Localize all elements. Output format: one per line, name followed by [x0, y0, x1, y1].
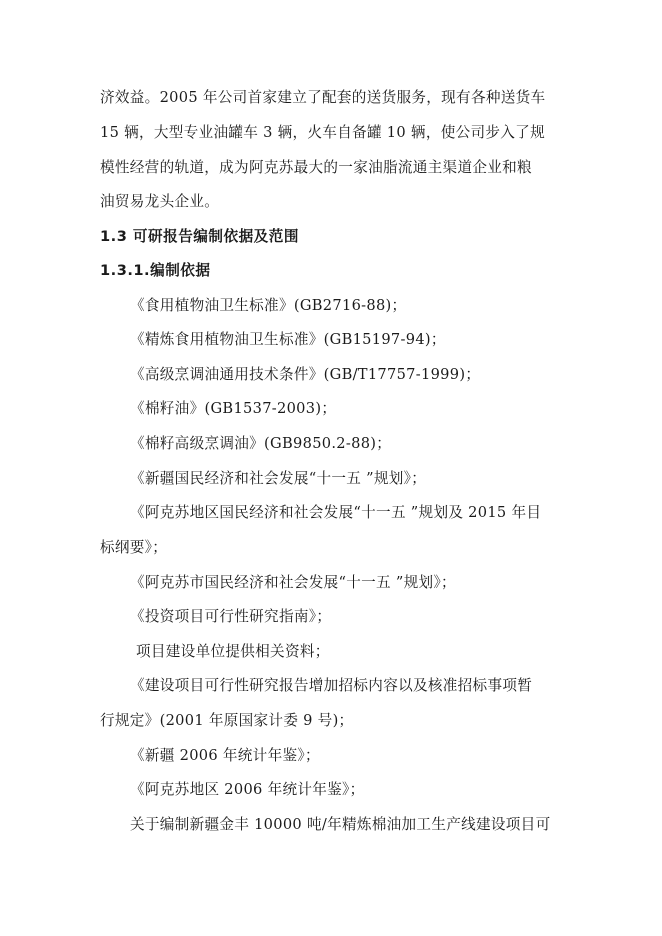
intro-line-1: 济效益。2005 年公司首家建立了配套的送货服务，现有各种送货车	[100, 89, 546, 106]
basis-item: 《建设项目可行性研究报告增加招标内容以及核准招标事项暂	[130, 677, 533, 694]
intro-line-2: 15 辆，大型专业油罐车 3 辆，火车自备罐 10 辆，使公司步入了规	[100, 124, 545, 141]
section-heading-1-3-1: 1.3.1.编制依据	[100, 262, 211, 279]
section-heading-1-3: 1.3 可研报告编制依据及范围	[100, 228, 299, 245]
basis-item: 《食用植物油卫生标准》(GB2716-88)；	[130, 297, 407, 314]
basis-item-continuation: 标纲要》；	[100, 539, 168, 556]
basis-item: 关于编制新疆金丰 10000 吨/年精炼棉油加工生产线建设项目可	[130, 816, 551, 833]
intro-line-3: 模性经营的轨道，成为阿克苏最大的一家油脂流通主渠道企业和粮	[100, 159, 532, 176]
basis-item: 《棉籽高级烹调油》(GB9850.2-88)；	[130, 435, 392, 452]
basis-item: 《棉籽油》(GB1537-2003)；	[130, 400, 337, 417]
basis-item: 《新疆 2006 年统计年鉴》；	[130, 747, 320, 764]
basis-item: 《阿克苏地区 2006 年统计年鉴》；	[130, 781, 365, 798]
basis-item: 《投资项目可行性研究指南》；	[130, 608, 332, 625]
intro-line-4: 油贸易龙头企业。	[100, 193, 220, 210]
basis-item: 《高级烹调油通用技术条件》(GB/T17757-1999)；	[130, 366, 481, 383]
basis-item: 《精炼食用植物油卫生标准》(GB15197-94)；	[130, 331, 446, 348]
basis-item: 项目建设单位提供相关资料；	[136, 643, 330, 660]
basis-item: 《阿克苏地区国民经济和社会发展“十一五 ”规划及 2015 年目	[130, 504, 542, 521]
basis-item: 《阿克苏市国民经济和社会发展“十一五 ”规划》；	[130, 574, 456, 591]
basis-item-continuation: 行规定》(2001 年原国家计委 9 号)；	[100, 712, 354, 729]
basis-item: 《新疆国民经济和社会发展“十一五 ”规划》；	[130, 470, 427, 487]
